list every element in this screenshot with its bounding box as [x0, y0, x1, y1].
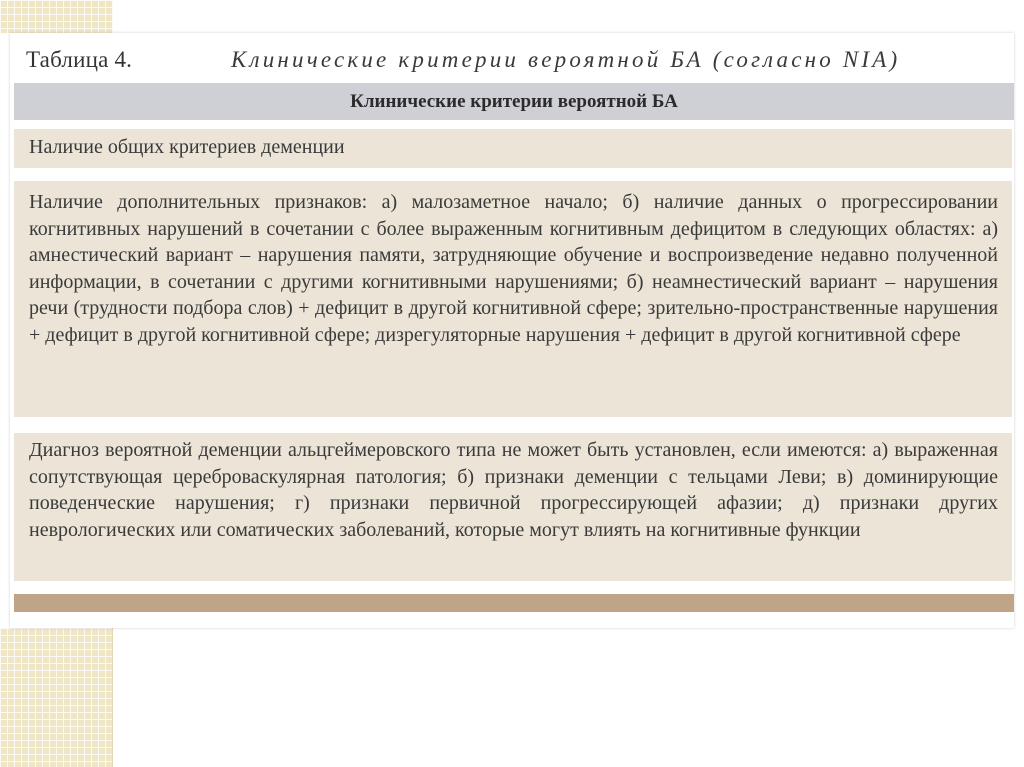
table-footer-bar	[14, 594, 1014, 612]
table-row-text: Наличие дополнительных признаков: а) малозаметное начало; б) наличие данных о прогрессировании когнитивных нарушений в сочетании с более выраженным когнитивным дефицитом в следующих областях: а) амнестический вариант – нарушения памяти, затрудняющие обучение и воспроизведение недавно полученной информации, в сочетании с другими когнитивными нарушениями; б) неамнестический вариант – нарушения речи (трудности подбора слов) + дефицит в другой когнитивной сфере; зрительно-пространственные нарушения + дефицит в другой когнитивной сфере; дизрегуляторные нарушения + дефицит в другой когнитивной сфере	[29, 191, 998, 346]
table-caption	[26, 47, 1006, 77]
slide	[10, 33, 1014, 628]
table-row	[14, 433, 1012, 581]
table-row	[14, 181, 1012, 417]
table-row	[14, 129, 1012, 168]
table-header	[14, 83, 1014, 120]
table-row-text: Наличие общих критериев деменции	[29, 136, 345, 158]
table-row-text: Диагноз вероятной деменции альцгеймеровского типа не может быть установлен, если имеются: а) выраженная сопутствующая цереброваскулярная патология; б) признаки деменции с тельцами Леви; в) доминирующие поведенческие нарушения; г) признаки первичной прогрессирующей афазии; д) признаки других неврологических или соматических заболеваний, которые могут влиять на когнитивные функции	[29, 439, 998, 541]
table-title: Клинические критерии вероятной БА (согласно NIA)	[231, 47, 901, 72]
table-label: Таблица 4.	[26, 47, 133, 72]
decorative-pattern-top	[0, 0, 113, 33]
decorative-pattern-bottom	[0, 628, 113, 767]
decorative-pattern-edge	[112, 628, 113, 767]
table-header-text: Клинические критерии вероятной БА	[350, 90, 678, 112]
